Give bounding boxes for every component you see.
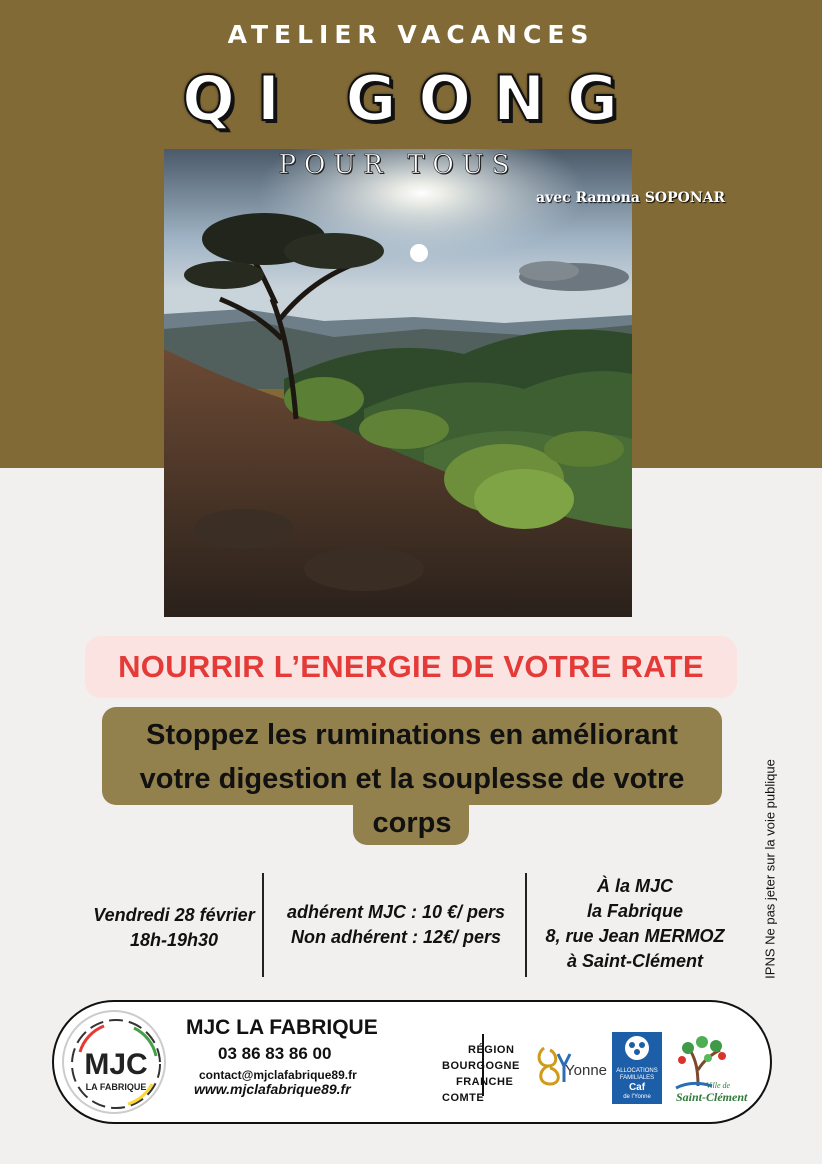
place-line: 8, rue Jean MERMOZ [545,926,725,946]
subtitle-pour-tous: POUR TOUS [278,150,518,180]
instructor-credit: avec Ramona SOPONAR [536,190,726,206]
kicker-title: ATELIER VACANCES [227,20,595,49]
place-line: À la MJC [596,876,674,896]
region-line: COMTE [442,1092,485,1104]
ipns-note [760,740,780,998]
price-nonmember: Non adhérent : 12€/ pers [290,927,502,947]
mjc-logo [62,1010,166,1114]
divider [525,873,527,977]
landscape-photo [164,149,632,617]
mjc-logo-icon [64,1012,168,1116]
place-line: à Saint-Clément [566,951,704,971]
divider [262,873,264,977]
subtitle-line: Stoppez les ruminations en améliorant [146,719,678,751]
event-time: 18h-19h30 [129,930,219,950]
info-date-block [86,903,262,953]
main-title: QI GONG [182,62,640,135]
caf-top-label: ALLOCATIONS FAMILIALES [616,1068,658,1081]
saint-clement-name: Saint-Clément [676,1090,748,1104]
region-logo [442,1042,520,1106]
subtitle-line: corps [372,807,452,839]
price-member: adhérent MJC : 10 €/ pers [286,902,506,922]
region-line: BOURGOGNE [442,1060,520,1072]
landscape-illustration [164,149,632,617]
headline-banner [85,636,737,698]
subtitle-line: votre digestion et la souplesse de votre [139,763,685,795]
logo-main-text: MJC [84,1048,148,1081]
caf-sub-label: de l'Yonne [623,1094,651,1100]
caf-name: Caf [628,1082,646,1093]
info-price-block [270,900,522,950]
region-line: RÉGION [468,1044,515,1056]
place-line: la Fabrique [586,901,684,921]
org-name: MJC LA FABRIQUE [186,1016,378,1039]
ipns-text: IPNS Ne pas jeter sur la voie publique [762,759,778,979]
org-website[interactable]: www.mjclafabrique89.fr [194,1081,351,1097]
info-place-block [532,874,738,974]
org-phone: 03 86 83 86 00 [218,1044,332,1063]
headline-text: NOURRIR L’ENERGIE DE VOTRE RATE [118,649,704,684]
event-date: Vendredi 28 février [93,905,255,925]
subtitle-text [102,713,722,845]
org-email[interactable]: contact@mjclafabrique89.fr [199,1068,357,1082]
yonne-label: Yonne [565,1062,607,1079]
region-line: FRANCHE [456,1076,514,1088]
saint-clement-small: Ville de [706,1081,731,1090]
caf-emblem-icon [612,1032,662,1068]
logo-sub-text: LA FABRIQUE [85,1082,147,1092]
